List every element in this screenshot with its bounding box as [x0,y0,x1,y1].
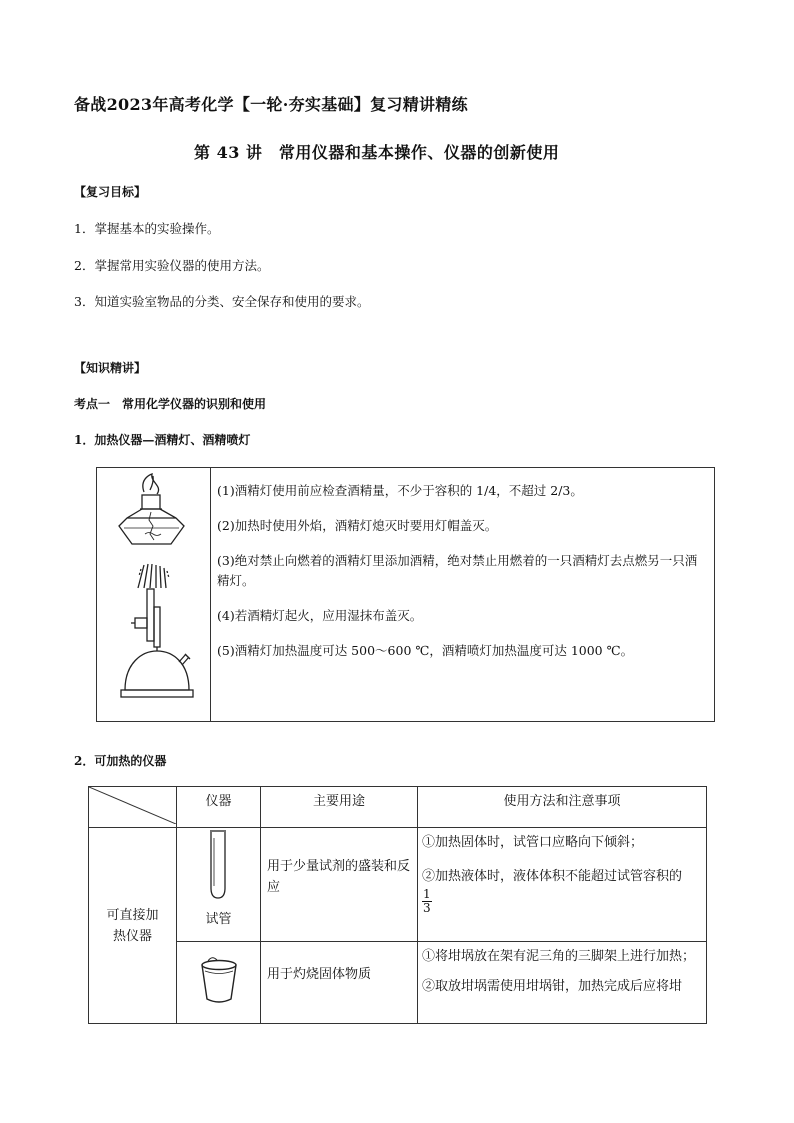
header-diagonal-cell [89,787,177,828]
header-use: 主要用途 [261,787,418,828]
category-cell [89,828,177,1024]
heating-note: (1)酒精灯使用前应检查酒精量，不少于容积的 1/4，不超过 2/3。 [217,483,583,498]
header-notes: 使用方法和注意事项 [418,787,707,828]
header-instrument: 仪器 [177,787,261,828]
test-tube-notes [418,828,707,942]
section-heading: 2．可加热的仪器 [74,754,167,768]
diagonal-line-icon [89,787,176,824]
objective-item: 2．掌握常用实验仪器的使用方法。 [74,258,270,273]
crucible-notes [418,942,707,1024]
test-tube-use: 用于少量试剂的盛装和反应 [261,828,418,942]
crucible-icon [189,951,249,1011]
crucible-use: 用于灼烧固体物质 [261,942,418,1024]
note-line: ①将坩埚放在架有泥三角的三脚架上进行加热； [422,949,696,964]
heating-instruments-table [96,467,715,722]
heating-note: (4)若酒精灯起火，应用湿抹布盖灭。 [217,608,423,623]
document-title: 备战2023年高考化学【一轮·夯实基础】复习精讲精练 [74,95,468,114]
objective-item: 1．掌握基本的实验操作。 [74,221,220,236]
test-tube-icon [177,828,260,908]
heating-note: (3)绝对禁止向燃着的酒精灯里添加酒精，绝对禁止用燃着的一只酒精灯去点燃另一只酒精灯。 [217,553,698,588]
topic-heading: 考点一 常用化学仪器的识别和使用 [74,397,267,411]
note-line: ②加热液体时，液体体积不能超过试管容积的 [422,869,683,884]
note-line: ②取放坩埚需使用坩埚钳，加热完成后应将坩 [422,979,683,994]
knowledge-heading: 【知识精讲】 [74,361,147,375]
heating-notes-cell [211,468,715,722]
objectives-heading: 【复习目标】 [74,185,147,199]
category-label: 可直接加热仪器 [106,907,159,944]
lamp-illustration-cell [97,468,211,722]
lecture-title: 第 43 讲 常用仪器和基本操作、仪器的创新使用 [194,143,560,162]
heatable-instruments-table [88,786,707,1024]
section-heading: 1．加热仪器—酒精灯、酒精喷灯 [74,433,251,447]
one-third-fraction: $\frac{1}{3}$ [423,887,431,915]
objective-item: 3．知道实验室物品的分类、安全保存和使用的要求。 [74,294,370,309]
heating-note: (2)加热时使用外焰，酒精灯熄灭时要用灯帽盖灭。 [217,518,498,533]
alcohol-lamp-and-burner-icon [97,468,210,717]
note-line: ①加热固体时，试管口应略向下倾斜； [422,835,644,850]
crucible-cell [177,942,261,1024]
test-tube-label: 试管 [205,912,232,927]
heating-note: (5)酒精灯加热温度可达 500～600 ℃，酒精喷灯加热温度可达 1000 ℃。 [217,643,634,658]
test-tube-cell [177,828,261,942]
